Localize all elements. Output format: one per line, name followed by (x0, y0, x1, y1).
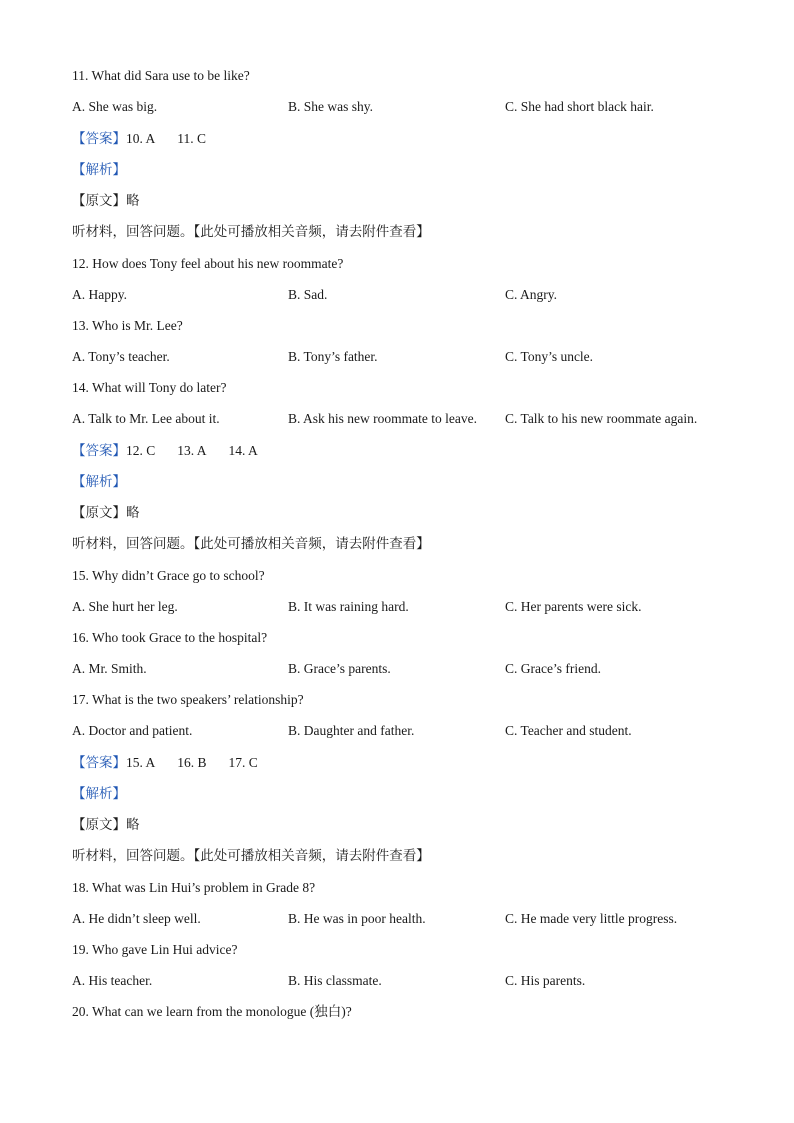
original-text: 【原文】略 (72, 193, 140, 209)
q12-option-a: A. Happy. (72, 287, 127, 302)
q15-option-a: A. She hurt her leg. (72, 599, 178, 614)
q16-option-a: A. Mr. Smith. (72, 661, 147, 676)
q13-option-a: A. Tony’s teacher. (72, 349, 170, 364)
listening-instruction (72, 535, 430, 553)
answer-line-3 (72, 754, 280, 772)
q18-option-a: A. He didn’t sleep well. (72, 911, 201, 926)
q17-option-c: C. Teacher and student. (505, 723, 632, 738)
answer-tag: 【答案】 (72, 443, 126, 459)
answer-tag: 【答案】 (72, 131, 126, 147)
question-14: 14. What will Tony do later? (72, 380, 227, 395)
listening-instruction (72, 847, 430, 865)
q11-option-a: A. She was big. (72, 99, 158, 114)
q19-option-a: A. His teacher. (72, 973, 153, 988)
q19-option-c: C. His parents. (505, 973, 586, 988)
q14-option-c: C. Talk to his new roommate again. (505, 411, 698, 426)
q14-option-a: A. Talk to Mr. Lee about it. (72, 411, 220, 426)
q18-option-c: C. He made very little progress. (505, 911, 678, 926)
q12-option-c: C. Angry. (505, 287, 558, 302)
answer-value: 11. C (177, 131, 207, 146)
analysis-tag: 【解析】 (72, 786, 126, 802)
answer-line-2 (72, 442, 280, 460)
answer-tag: 【答案】 (72, 755, 126, 771)
q15-option-c: C. Her parents were sick. (505, 599, 642, 614)
question-11: 11. What did Sara use to be like? (72, 68, 250, 83)
question-20: 20. What can we learn from the monologue (独白)? (72, 1004, 352, 1019)
instruction-prefix: 听材料，回答问题。 (72, 224, 194, 240)
analysis-tag: 【解析】 (72, 474, 126, 490)
analysis-tag: 【解析】 (72, 162, 126, 178)
question-17: 17. What is the two speakers’ relationship? (72, 692, 304, 707)
answer-value: 12. C (126, 443, 156, 458)
listening-instruction (72, 223, 430, 241)
answer-value: 17. C (228, 755, 258, 770)
answer-value: 16. B (177, 755, 207, 770)
question-16: 16. Who took Grace to the hospital? (72, 630, 268, 645)
question-18: 18. What was Lin Hui’s problem in Grade 8? (72, 880, 316, 895)
q13-option-c: C. Tony’s uncle. (505, 349, 594, 364)
audio-note: 【此处可播放相关音频，请去附件查看】 (193, 224, 430, 240)
q18-option-b: B. He was in poor health. (288, 911, 426, 926)
question-13: 13. Who is Mr. Lee? (72, 318, 183, 333)
q15-option-b: B. It was raining hard. (288, 599, 409, 614)
answer-line-1 (72, 130, 228, 148)
audio-note: 【此处可播放相关音频，请去附件查看】 (193, 536, 430, 552)
audio-note: 【此处可播放相关音频，请去附件查看】 (193, 848, 430, 864)
original-text: 【原文】略 (72, 505, 140, 521)
instruction-prefix: 听材料，回答问题。 (72, 848, 194, 864)
answer-value: 14. A (228, 443, 258, 458)
q12-option-b: B. Sad. (288, 287, 328, 302)
q17-option-b: B. Daughter and father. (288, 723, 415, 738)
q16-option-c: C. Grace’s friend. (505, 661, 601, 676)
instruction-prefix: 听材料，回答问题。 (72, 536, 194, 552)
q11-option-c: C. She had short black hair. (505, 99, 654, 114)
question-12: 12. How does Tony feel about his new roommate? (72, 256, 344, 271)
question-15: 15. Why didn’t Grace go to school? (72, 568, 265, 583)
original-text: 【原文】略 (72, 817, 140, 833)
q13-option-b: B. Tony’s father. (288, 349, 378, 364)
answer-value: 15. A (126, 755, 156, 770)
answer-value: 10. A (126, 131, 156, 146)
q17-option-a: A. Doctor and patient. (72, 723, 193, 738)
q14-option-b: B. Ask his new roommate to leave. (288, 411, 477, 426)
answer-value: 13. A (177, 443, 207, 458)
question-19: 19. Who gave Lin Hui advice? (72, 942, 238, 957)
q11-option-b: B. She was shy. (288, 99, 374, 114)
q19-option-b: B. His classmate. (288, 973, 382, 988)
q16-option-b: B. Grace’s parents. (288, 661, 391, 676)
